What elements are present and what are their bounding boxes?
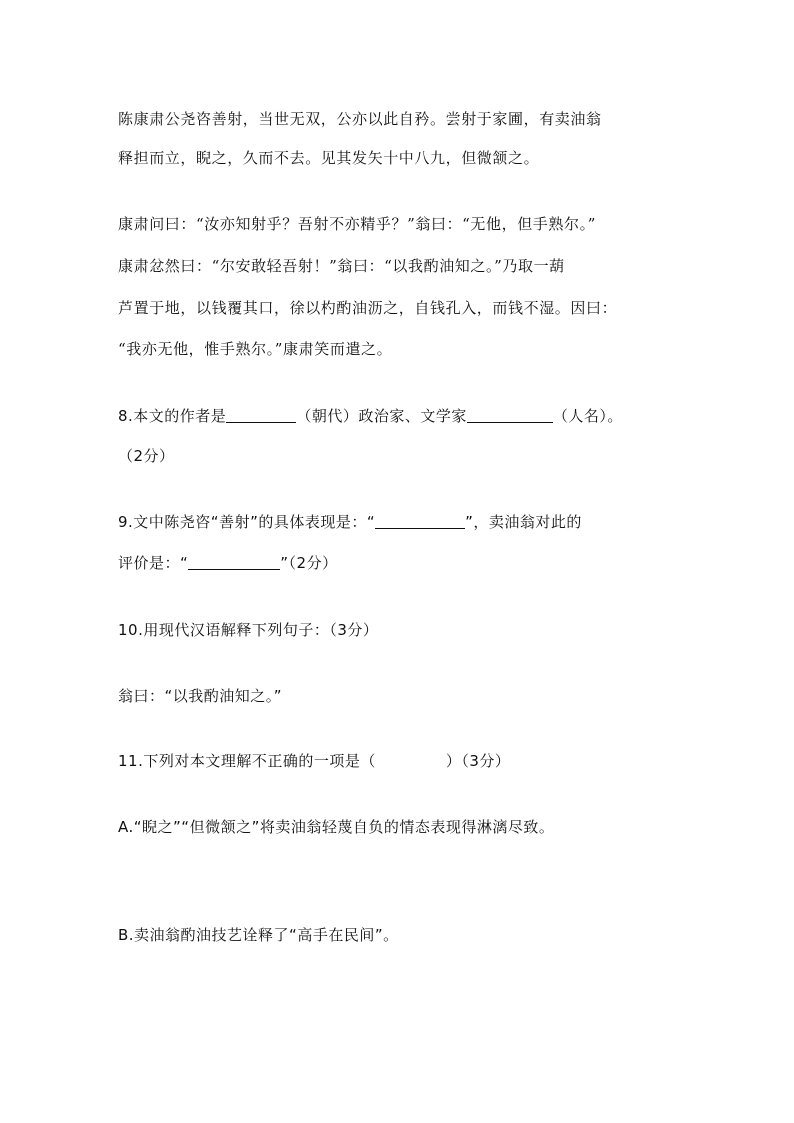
passage-text: 芦置于地，以钱覆其口，徐以杓酌油沥之，自钱孔入，而钱不湿。因曰： [118, 299, 618, 317]
question-text: （人名）。 [552, 407, 623, 425]
score-label: （2分） [118, 447, 175, 465]
question-text: 评价是：“ [118, 554, 189, 572]
option-b [118, 925, 399, 945]
question-text: 8.本文的作者是 [118, 407, 227, 425]
passage-text: 康肃忿然曰：“尔安敢轻吾射！”翁曰：“以我酌油知之。”乃取一葫 [118, 257, 565, 275]
passage-line [118, 214, 596, 234]
question-text: ”（2分） [280, 554, 338, 572]
answer-blank-dynasty[interactable] [226, 406, 296, 423]
question-10 [118, 620, 378, 640]
answer-blank-performance[interactable] [375, 512, 465, 529]
passage-text: 陈康肃公尧咨善射，当世无双，公亦以此自矜。尝射于家圃，有卖油翁 [118, 110, 602, 128]
question-text: （朝代）政治家、文学家 [296, 407, 467, 425]
question-10-sentence [118, 686, 282, 706]
question-text: ）（3分） [445, 752, 511, 770]
question-text: 11.下列对本文理解不正确的一项是（ [118, 752, 376, 770]
passage-text: 释担而立，睨之，久而不去。见其发矢十中八九，但微颔之。 [118, 149, 540, 167]
question-9 [118, 512, 582, 532]
question-text: ”，卖油翁对此的 [465, 513, 582, 531]
question-11 [118, 751, 510, 771]
option-text: A.“睨之”“但微颔之”将卖油翁轻蔑自负的情态表现得淋漓尽致。 [118, 818, 555, 836]
option-a [118, 817, 554, 837]
question-8 [118, 406, 623, 426]
passage-line [118, 109, 602, 129]
question-8-score [118, 446, 175, 466]
question-9-cont [118, 553, 338, 573]
passage-text: 康肃问曰：“汝亦知射乎？吾射不亦精乎？”翁曰：“无他，但手熟尔。” [118, 215, 596, 233]
option-text: B.卖油翁酌油技艺诠释了“高手在民间”。 [118, 926, 399, 944]
question-text: 10.用现代汉语解释下列句子：（3分） [118, 621, 379, 639]
passage-text: “我亦无他，惟手熟尔。”康肃笑而遣之。 [118, 340, 393, 358]
passage-line [118, 339, 392, 359]
question-text: 9.文中陈尧咨“善射”的具体表现是：“ [118, 513, 376, 531]
answer-blank-author[interactable] [467, 406, 553, 423]
passage-line [118, 256, 565, 276]
answer-blank-evaluation[interactable] [188, 553, 280, 570]
passage-line [118, 298, 617, 318]
passage-line [118, 148, 539, 168]
question-text: 翁曰：“以我酌油知之。” [118, 687, 283, 705]
